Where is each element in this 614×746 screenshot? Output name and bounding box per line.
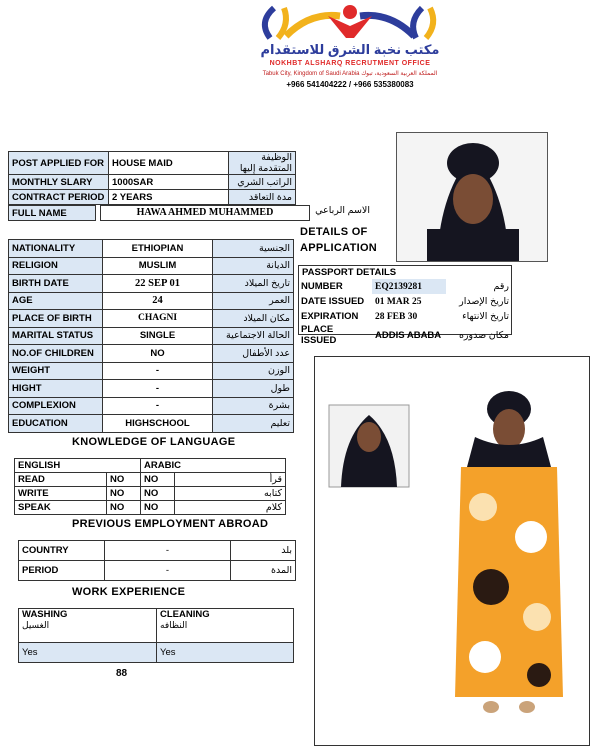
table-row: PLACE ISSUED ADDIS ABABA مكان صدوره (301, 324, 509, 346)
post-value: HOUSE MAID (109, 152, 229, 175)
table-row: AGE 24 العمر (9, 292, 294, 310)
table-row: BIRTH DATE 22 SEP 01 تاريخ الميلاد (9, 275, 294, 293)
table-row: DATE ISSUED 01 MAR 25 تاريخ الإصدار (301, 296, 509, 307)
company-english-name: NOKHBT ALSHARQ RECRUTMENT OFFICE (269, 60, 431, 67)
cleaning-ar: النظافه (160, 620, 188, 630)
company-arabic-name: مكتب نخبة الشرق للاستقدام (260, 42, 440, 57)
salary-ar: الراتب الشري (229, 175, 296, 190)
english-header: ENGLISH (15, 459, 141, 473)
arabic-header: ARABIC (141, 459, 286, 473)
table-row: PERIOD - المدة (19, 561, 296, 581)
table-row: COMPLEXION - بشرة (9, 397, 294, 415)
washing-label: WASHING (22, 609, 68, 620)
company-address: Tabuk City, Kingdom of Saudi Arabia المملكة العربية السعودية، تبوك (262, 71, 438, 77)
post-ar: الوظيفة المتقدمة إليها (229, 152, 296, 175)
cleaning-value: Yes (157, 643, 294, 663)
table-row: RELIGION MUSLIM الديانة (9, 257, 294, 275)
table-row: EXPIRATION 28 FEB 30 تاريخ الانتهاء (301, 311, 509, 322)
table-row: MARITAL STATUS SINGLE الحالة الاجتماعية (9, 327, 294, 345)
passport-title: PASSPORT DETAILS (302, 267, 397, 278)
table-row: PLACE OF BIRTH CHAGNI مكان الميلاد (9, 310, 294, 328)
salary-label: MONTHLY SLARY (9, 175, 109, 190)
full-name-label: FULL NAME (8, 205, 96, 221)
language-title: KNOWLEDGE OF LANGUAGE (72, 436, 236, 448)
applicant-portrait-photo (396, 132, 548, 262)
washing-value: Yes (19, 643, 157, 663)
table-row: COUNTRY - بلد (19, 541, 296, 561)
contract-label: CONTRACT PERIOD (9, 190, 109, 205)
table-row: EDUCATION HIGHSCHOOL تعليم (9, 415, 294, 433)
language-table (14, 458, 286, 515)
work-title: WORK EXPERIENCE (72, 586, 186, 598)
job-table (8, 151, 296, 205)
work-table (18, 608, 294, 663)
salary-value: 1000SAR (109, 175, 229, 190)
washing-ar: الغسيل (22, 620, 50, 630)
company-logo (250, 2, 450, 42)
details-title: DETAILS OF APPLICATION (300, 226, 378, 254)
table-row: SPEAK NO NO كلام (15, 501, 286, 515)
applicant-full-photo (314, 356, 590, 746)
table-row: NATIONALITY ETHIOPIAN الجنسية (9, 240, 294, 258)
table-row: WEIGHT - الوزن (9, 362, 294, 380)
company-phones: +966 541404222 / +966 535380083 (286, 80, 414, 89)
table-row: READ NO NO قرأ (15, 473, 286, 487)
post-label: POST APPLIED FOR (9, 152, 109, 175)
full-name-ar: الاسم الرباعي (315, 205, 370, 216)
page-number: 88 (116, 668, 128, 679)
table-row: NO.OF CHILDREN NO عدد الأطفال (9, 345, 294, 363)
table-row: WRITE NO NO كتابه (15, 487, 286, 501)
contract-ar: مدة التعاقد (229, 190, 296, 205)
personal-table (8, 239, 294, 433)
full-name-value: HAWA AHMED MUHAMMED (100, 205, 310, 221)
employment-title: PREVIOUS EMPLOYMENT ABROAD (72, 518, 269, 530)
table-row: NUMBER EQ2139281 رقم (301, 281, 509, 292)
employment-table (18, 540, 296, 581)
cleaning-label: CLEANING (160, 609, 210, 620)
contract-value: 2 YEARS (109, 190, 229, 205)
passport-table (298, 279, 512, 346)
table-row: HIGHT - طول (9, 380, 294, 398)
